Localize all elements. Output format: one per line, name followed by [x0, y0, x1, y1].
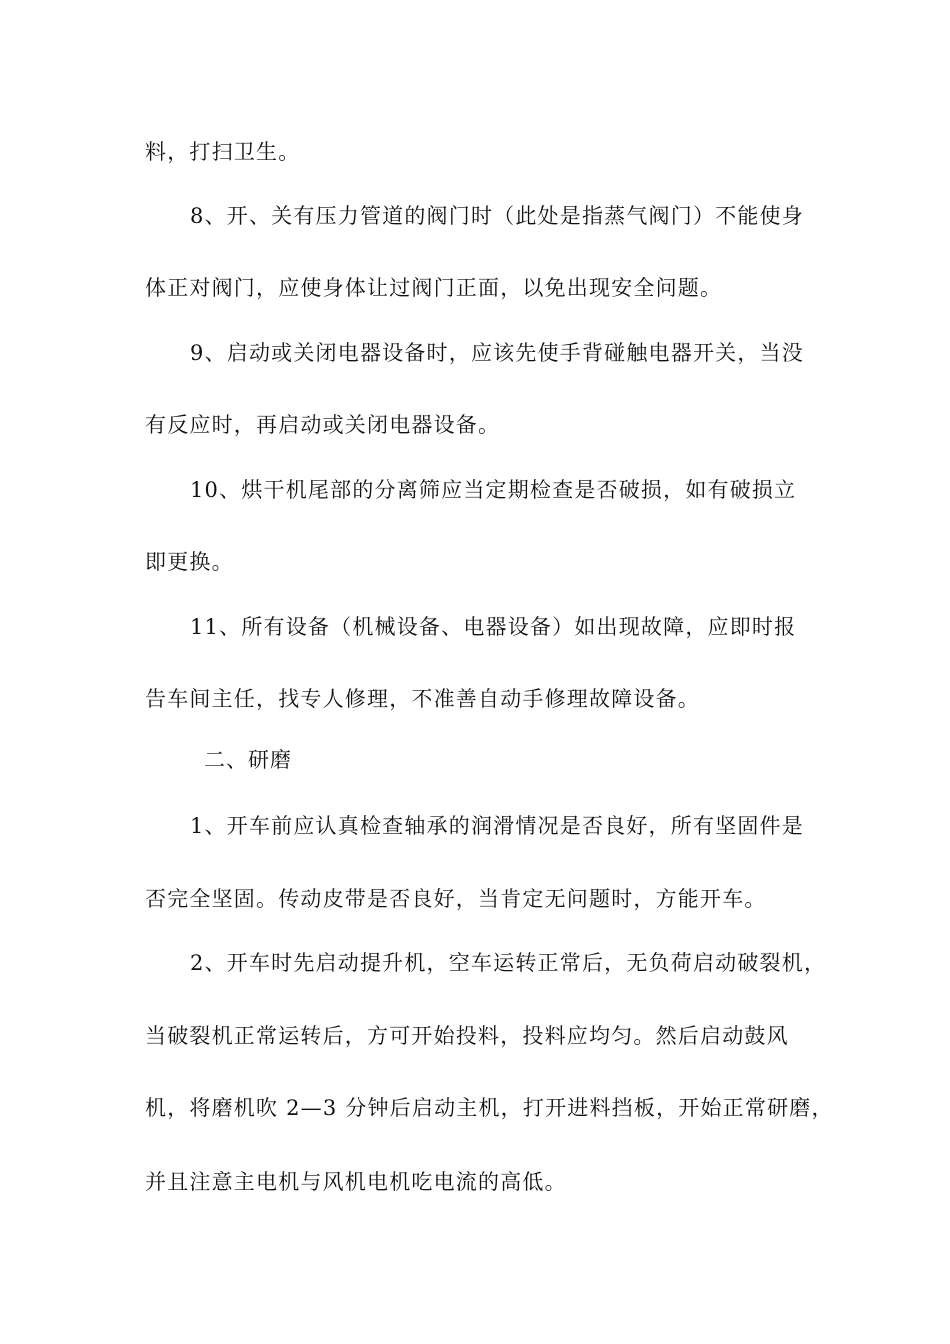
section-heading: 二、研磨: [204, 748, 292, 772]
text-line-item-9-start: 9、启动或关闭电器设备时，应该先使手背碰触电器开关，当没: [190, 341, 804, 365]
text-line-grind-2-cont1: 当破裂机正常运转后，方可开始投料，投料应均匀。然后启动鼓风: [145, 1024, 789, 1048]
text-line-item-10-start: 10、烘干机尾部的分离筛应当定期检查是否破损，如有破损立: [190, 478, 797, 502]
text-line-item-11-start: 11、所有设备（机械设备、电器设备）如出现故障，应即时报: [190, 615, 797, 639]
text-line-grind-1-start: 1、开车前应认真检查轴承的润滑情况是否良好，所有坚固件是: [190, 814, 804, 838]
text-line-continuation: 料，打扫卫生。: [145, 140, 301, 164]
text-line-item-11-end: 告车间主任，找专人修理，不准善自动手修理故障设备。: [145, 687, 700, 711]
text-line-item-8-end: 体正对阀门，应使身体让过阀门正面，以免出现安全问题。: [145, 276, 723, 300]
text-line-grind-2-start: 2、开车时先启动提升机，空车运转正常后，无负荷启动破裂机，: [190, 951, 827, 975]
text-line-grind-1-end: 否完全坚固。传动皮带是否良好，当肯定无问题时，方能开车。: [145, 887, 767, 911]
text-line-grind-2-end: 并且注意主电机与风机电机吃电流的高低。: [145, 1170, 567, 1194]
text-line-item-9-end: 有反应时，再启动或关闭电器设备。: [145, 413, 501, 437]
text-line-item-10-end: 即更换。: [145, 550, 234, 574]
text-line-item-8-start: 8、开、关有压力管道的阀门时（此处是指蒸气阀门）不能使身: [190, 204, 804, 228]
text-line-grind-2-cont2: 机，将磨机吹 2—3 分钟后启动主机，打开进料挡板，开始正常研磨，: [145, 1096, 834, 1120]
